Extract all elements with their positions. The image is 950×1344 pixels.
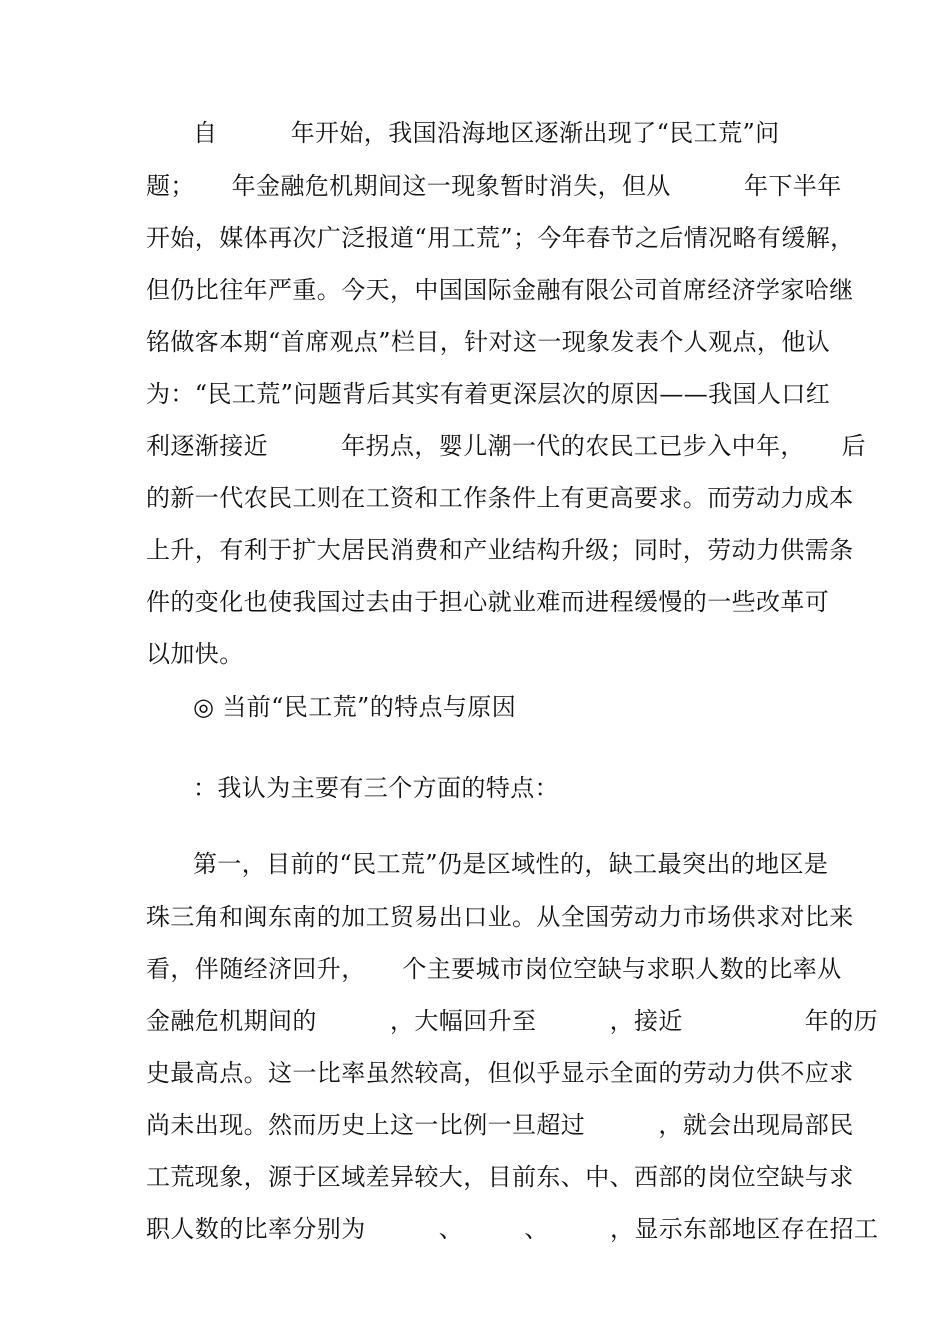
paragraph1-line-10: 件的变化也使我国过去由于担心就业难而进程缓慢的一些改革可: [146, 588, 830, 616]
intro-line: ：我认为主要有三个方面的特点：: [193, 774, 559, 802]
paragraph1-line-6: 为：“民工荒”问题背后其实有着更深层次的原因——我国人口红: [146, 380, 831, 408]
paragraph1-line-3: 开始，媒体再次广泛报道“用工荒”；今年春节之后情况略有缓解，: [146, 224, 855, 252]
paragraph2-line-1: 第一，目前的“民工荒”仍是区域性的，缺工最突出的地区是: [193, 850, 829, 878]
paragraph2-line-7: 工荒现象，源于区域差异较大，目前东、中、西部的岗位空缺与求: [146, 1163, 854, 1191]
paragraph1-line-4: 但仍比往年严重。今天，中国国际金融有限公司首席经济学家哈继: [146, 276, 854, 304]
paragraph1-line-1: 自 年开始，我国沿海地区逐渐出现了“民工荒”问: [193, 119, 780, 147]
paragraph2-line-2: 珠三角和闽东南的加工贸易出口业。从全国劳动力市场供求对比来: [146, 903, 854, 931]
paragraph1-line-9: 上升，有利于扩大居民消费和产业结构升级；同时，劳动力供需条: [146, 536, 854, 564]
paragraph1-line-11: 以加快。: [146, 640, 244, 668]
paragraph2-line-3: 看，伴随经济回升， 个主要城市岗位空缺与求职人数的比率从: [146, 955, 842, 983]
section-heading: ◎ 当前“民工荒”的特点与原因: [193, 693, 517, 721]
paragraph1-line-5: 铭做客本期“首席观点”栏目，针对这一现象发表个人观点，他认: [146, 328, 831, 356]
paragraph1-line-2: 题； 年金融危机期间这一现象暂时消失，但从 年下半年: [146, 172, 842, 200]
paragraph2-line-6: 尚未出现。然而历史上这一比例一旦超过 ，就会出现局部民: [146, 1111, 854, 1139]
paragraph2-line-4: 金融危机期间的 ，大幅回升至 ，接近 年的历: [146, 1007, 878, 1035]
paragraph1-line-8: 的新一代农民工则在工资和工作条件上有更高要求。而劳动力成本: [146, 484, 854, 512]
paragraph1-line-7: 利逐渐接近 年拐点，婴儿潮一代的农民工已步入中年， 后: [146, 432, 866, 460]
paragraph2-line-8: 职人数的比率分别为 、 、 ，显示东部地区存在招工: [146, 1215, 879, 1243]
paragraph2-line-5: 史最高点。这一比率虽然较高，但似乎显示全面的劳动力供不应求: [146, 1059, 854, 1087]
